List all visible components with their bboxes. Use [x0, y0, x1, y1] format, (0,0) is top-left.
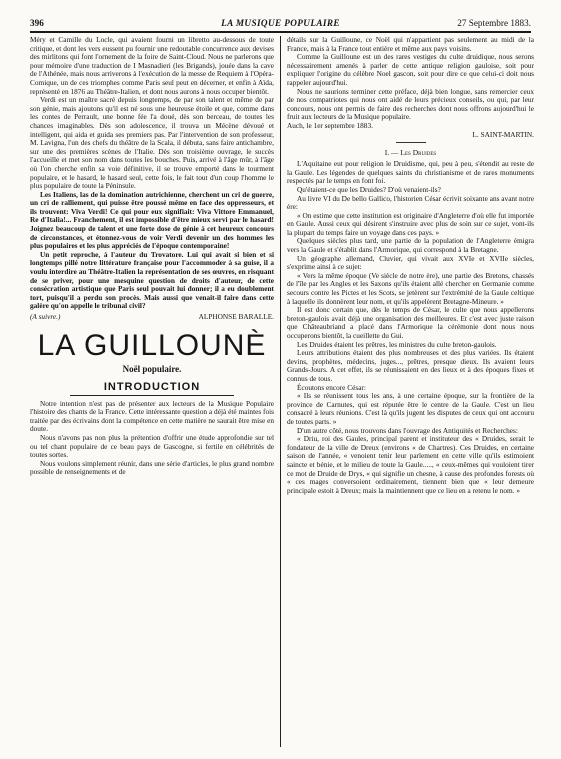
paragraph: « Ils se réunissent tous les ans, à une certaine époque, sur la frontière de la province de Carnutes, qui est réputée être le centre de la Gaule. C'est un lieu consacré à leurs réunions. C'est là qu'ils jugent les disputes de ceux qui ont accouru de toutes parts. » [287, 391, 534, 426]
paragraph: Notre intention n'est pas de présenter aux lecteurs de la Musique Populaire l'histoire des chants de la France. Cette intéressante question a déjà été maintes fois traitée par des écrivains dont la compétence en cette matière ne saurait être mise en doute. [30, 398, 274, 434]
intro-rule [70, 395, 234, 396]
paragraph: Nous voulons simplement réunir, dans une série d'articles, le plus grand nombre possible de renseignements et de [30, 458, 274, 477]
paragraph: Comme la Guilloune est un des rares vestiges du culte druidique, nous serons nécessairement amenés à parler de cette antique religion gauloise, soit pour expliquer l'origine du célèbre Noel gascon, soit pour dire ce que celui-ci doit nous rappeler aujourd'hui. [287, 52, 534, 87]
signature-author: L. SAINT-MARTIN. [472, 129, 534, 139]
paragraph: Verdi est un maître sacré depuis longtemps, de par son talent et même de par son génie, mais ajoutons qu'il est né sous une heureuse étoile et que, comme dans les contes de Perrault, une bonne fée l'a doué, dès son berceau, de toutes les chances imaginables. Dès son adolescence, il trouva un Mécène dévoué et intelligent, qui aida et guida ses premiers pas. Par l'intervention de son professeur, M. Lavigna, l'un des chefs du théâtre de la Scala, il débuta, sans faire antichambre, sur une des premières scènes de l'Italie. Dès son troisième ouvrage, le succès l'accueille et met son nom dans toutes les bouches. Puis, arrivé à l'âge mûr, à l'âge où l'on cherche enfin sa voie définitive, il se trouve emporté dans le tourment populaire, et le hasard, le hasard seul, cette fois, le fait tout d'un coup l'homme le plus populaire de toute la Péninsule. [30, 95, 274, 191]
paragraph: Quelques siècles plus tard, une partie de la population de l'Angleterre émigra vers la Gaule et s'établit dans l'Armorique, qui correspond à la Bretagne. [287, 236, 534, 255]
paragraph: Méry et Camille du Locle, qui avaient fourni un libretto au-dessous de toute critique, et dont les vers eussent pu fournir une redoutable concurrence aux devises des mirlitons qui font l'ornement de la foire de Saint-Cloud. Nous ne parlerons que pour mémoire d'une traduction de I Masnadieri (les Brigands), jouée dans la cave de l'Athénée, mais nous arriverons à l'exécution de la messe de Requiem à l'Opéra-Comique, un de ces triomphes comme Paris seul peut en décerner, et enfin à Aïda, représenté en 1876 au Théâtre-Italien, et dont nous aurons à nous occuper bientôt. [30, 36, 274, 96]
paragraph: L'Aquitaine eut pour religion le Druidisme, qui, peu à peu, s'étendit au reste de la Gaule. Les légendes de quelques saints du christianisme et de rares monuments respectés par le temps en font foi. [287, 159, 534, 186]
section-rule [396, 142, 426, 143]
paragraph: D'un autre côté, nous trouvons dans l'ouvrage des Antiquités et Recherches: [297, 425, 518, 435]
paragraph: Écoutons encore César: [297, 382, 366, 392]
paragraph: Il est donc certain que, dès le temps de César, le culte que nous appellerons breton-gaulois avait déjà une organisation des meilleures. Et c'est avec juste raison que Châteaubriand a placé dans l'Armorique la cérémonie dont nous nous occuperons bientôt, la cueillette du Gui. [287, 305, 534, 340]
paragraph: Les Italiens, las de la domination autrichienne, cherchent un cri de guerre, un cri de ralliement, qui puisse être poussé même en face des oppresseurs, et ils trouvent: Viva Verdi! Ce qui pour eux signifiait: Viva Vittore Emmanuel, Re d'Italia!... Franchement, il est impossible d'être mieux servi par le hasard! Joignez beaucoup de talent et une forte dose de génie à cet heureux concours de circonstances, et étonnez-vous de voir Verdi devenir un des hommes les plus populaires et les plus appréciés de l'époque contemporaine! [30, 189, 274, 251]
paragraph: Au livre VI du De bello Gallico, l'historien César écrivit soixante ans avant notre ère: [287, 193, 534, 212]
to-be-continued: (A suivre.) [30, 312, 61, 321]
signature-place: Auch, le 1er septembre 1883. [287, 120, 373, 130]
journal-title: LA MUSIQUE POPULAIRE [221, 18, 340, 28]
paragraph: Nous n'avons pas non plus la prétention d'offrir une étude approfondie sur tel ou tel chant populaire de ce beau pays de Gascogne, si fertile en célébrités de toutes sortes. [30, 432, 274, 460]
intro-heading: INTRODUCTION [103, 380, 201, 393]
paragraph: « On estime que cette institution est originaire d'Angleterre d'où elle fut importée en Gaule. Aussi ceux qui désirent s'instruire avec plus de soin sur ce sujet, vont-ils la plupart du temps faire un voyage dans ces pays. » [287, 210, 534, 237]
page-header [30, 18, 531, 32]
song-subtitle: Noël populaire. [122, 363, 182, 374]
paragraph: Un petit reproche, à l'auteur du Trovatore. Lui qui avait si bien et si longtemps pillé notre littérature française pour l'accommoder à sa guise, il a voulu interdire au Théâtre-Italien la représentation de ses œuvres, en risquant de se priver, pour une mesquine question de droits d'auteur, de cette consécration artistique que Paris seul pouvait lui donner; il a eu doublement tort, puisqu'il a perdu son procès. Mais aussi que venait-il faire dans cette galère qu'on appelle le tribunal civil? [30, 249, 274, 311]
header-rule [30, 31, 531, 33]
right-column [287, 36, 534, 495]
column-divider [280, 36, 281, 747]
paragraph: « Vers la même époque (Ve siècle de notre ère), une partie des Bretons, chassés de l'île par les Angles et les Saxons qu'ils étaient allé chercher en Germanie comme secours contre les Pictes et les Scots, se jetèrent sur l'extrémité de la Gaule celtique à laquelle ils donnèrent leur nom, et qu'ils appelèrent Bretagne-Mineure. » [287, 270, 534, 306]
section-heading: I. — Les Druides [384, 148, 437, 158]
paragraph: Un géographe allemand, Cluvier, qui vivait aux XVIe et XVIIe siècles, s'exprime ainsi à ce sujet: [287, 253, 534, 272]
paragraph: Les Druides étaient les prêtres, les ministres du culte breton-gaulois. [297, 339, 497, 349]
left-column [30, 36, 274, 477]
page-number: 396 [30, 18, 44, 28]
article-author: ALPHONSE BARALLE. [198, 312, 274, 321]
paragraph: « Driu, roi des Gaules, principal parent et instituteur des « Druides, serait le fondateur de la ville de Dreux (environs « de Chartres). Ces Druides, en certaine saison de l'année, « venoient tenir leur parlement en cette ville qu'ils estimoient saincte et bénie, et le milieu de toute la Gaule....., « ceux-mêmes qui vouloient tirer ce mot de Druide de Drys, « qui signifie un chesne, à cause des profondes forests où « ces mages conversoient ordinairement, tiennent bien que « leur demeure principale estoit à Dreux; mais la maintiennent que ce lieu en a retenu le nom. » [287, 434, 534, 495]
paragraph: détails sur la Guilloune, ce Noël qui n'appartient pas seulement au midi de la France, mais à la France tout entière et même aux pays voisins. [287, 36, 534, 53]
issue-date: 27 Septembre 1883. [457, 18, 531, 28]
song-title: LA GUILLOUNÈ [37, 328, 267, 362]
paragraph: Nous ne saurions terminer cette préface, déjà bien longue, sans remercier ceux de nos compatriotes qui nous ont aidé de leurs précieux conseils, ou qui, par leur concours, nous ont permis de faire des recherches dont nous offrons aujourd'hui le fruit aux lecteurs de la Musique populaire. [287, 86, 534, 122]
paragraph: Qu'étaient-ce que les Druides? D'où venaient-ils? [297, 184, 441, 194]
paragraph: Leurs attributions étaient des plus nombreuses et des plus variées. Ils étaient devins, prophètes, médecins, juges..., prêtres, presque dieux. Ils avaient leurs Grands-Jours. A cet effet, ils se réunissaient en des lieux et à des époques fixes et connus de tous. [287, 348, 534, 383]
article-footer [30, 313, 274, 322]
